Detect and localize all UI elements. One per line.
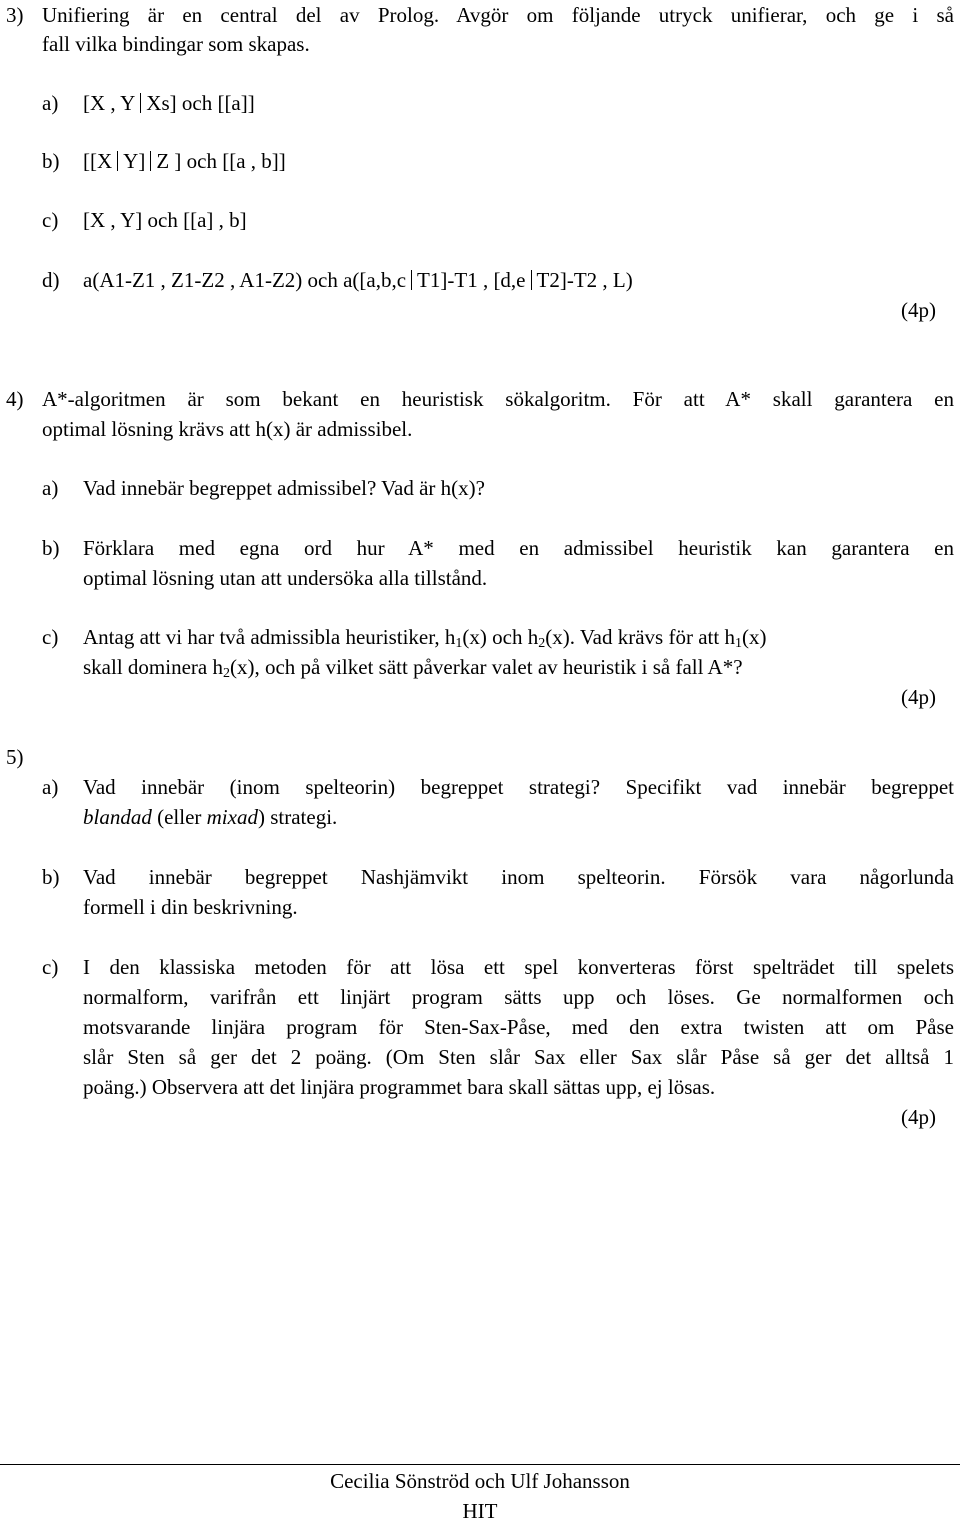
footer-divider bbox=[0, 1464, 960, 1465]
q4-item-b-label: b) bbox=[42, 536, 60, 560]
q3-item-c-label: c) bbox=[42, 208, 59, 232]
q5-item-a-label: a) bbox=[42, 775, 59, 799]
q3-item-c-expression: [X , Y] och [[a] , b] bbox=[83, 208, 247, 232]
question-5-points: (4p) bbox=[901, 1105, 936, 1129]
q3-item-a-expression: [X , Y Xs] och [[a]] bbox=[83, 91, 255, 115]
q3-item-a-label: a) bbox=[42, 91, 59, 115]
list-bar bbox=[531, 270, 532, 290]
q5-item-c-line-5: poäng.) Observera att det linjära programmet bara skall sättas upp, ej lösas. bbox=[83, 1075, 716, 1099]
q3-item-d-expression: a(A1-Z1 , Z1-Z2 , A1-Z2) och a([a,b,c T1]-T1 , [d,e T2]-T2 , L) bbox=[83, 268, 633, 292]
question-4-number: 4) bbox=[6, 387, 24, 411]
list-bar bbox=[411, 270, 412, 290]
q4-item-a-text: Vad innebär begreppet admissibel? Vad är h(x)? bbox=[83, 476, 485, 500]
list-bar bbox=[117, 151, 118, 171]
list-bar bbox=[140, 93, 141, 113]
q5-item-b-label: b) bbox=[42, 865, 60, 889]
question-4-text-line-2: optimal lösning krävs att h(x) är admissibel. bbox=[42, 417, 413, 441]
question-3-number: 3) bbox=[6, 3, 24, 27]
footer-organization: HIT bbox=[462, 1499, 498, 1523]
q4-item-c-line-2: skall dominera $h_2(x)$, och på vilket sätt påverkar valet av heuristik i så fall A*? bbox=[83, 655, 743, 681]
q4-item-b-line-1: Förklara med egna ord hur A* med en admissibel heuristik kan garantera en bbox=[83, 536, 954, 560]
q5-item-c-line-1: I den klassiska metoden för att lösa ett spel konverteras först spelträdet till spelets bbox=[83, 955, 954, 979]
q5-item-c-line-4: slår Sten så ger det 2 poäng. (Om Sten slår Sax eller Sax slår Påse så ger det alltså 1 bbox=[83, 1045, 954, 1069]
q5-item-b-line-1: Vad innebär begreppet Nashjämvikt inom spelteorin. Försök vara någorlunda bbox=[83, 865, 954, 889]
q5-item-c-line-3: motsvarande linjära program för Sten-Sax-Påse, med den extra twisten att om Påse bbox=[83, 1015, 954, 1039]
q5-item-a-line-2: blandad (eller mixad) strategi. bbox=[83, 805, 338, 829]
question-4-text-line-1: A*-algoritmen är som bekant en heuristisk sökalgoritm. För att A* skall garantera en bbox=[42, 387, 954, 411]
q4-item-b-line-2: optimal lösning utan att undersöka alla tillstånd. bbox=[83, 566, 488, 590]
q3-item-b-expression: [[X Y] Z ] och [[a , b]] bbox=[83, 149, 286, 173]
q5-item-c-label: c) bbox=[42, 955, 59, 979]
q5-item-c-line-2: normalform, varifrån ett linjärt program sätts upp och löses. Ge normalformen och bbox=[83, 985, 954, 1009]
question-5-number: 5) bbox=[6, 745, 24, 769]
question-3-points: (4p) bbox=[901, 298, 936, 322]
question-3-text-line-1: Unifiering är en central del av Prolog. Avgör om följande utryck unifierar, och ge i så bbox=[42, 3, 954, 27]
list-bar bbox=[150, 151, 151, 171]
q5-item-a-line-1: Vad innebär (inom spelteorin) begreppet strategi? Specifikt vad innebär begreppet bbox=[83, 775, 954, 799]
q4-item-c-label: c) bbox=[42, 625, 59, 649]
q5-item-b-line-2: formell i din beskrivning. bbox=[83, 895, 298, 919]
question-4-points: (4p) bbox=[901, 685, 936, 709]
q3-item-d-label: d) bbox=[42, 268, 60, 292]
q4-item-a-label: a) bbox=[42, 476, 59, 500]
footer-authors: Cecilia Sönströd och Ulf Johansson bbox=[330, 1469, 630, 1493]
q3-item-b-label: b) bbox=[42, 149, 60, 173]
q4-item-c-line-1: Antag att vi har två admissibla heuristiker, $h_1(x)$ och $h_2(x)$. Vad krävs för att $h_1(x)$ bbox=[83, 625, 767, 651]
question-3-text-line-2: fall vilka bindingar som skapas. bbox=[42, 32, 310, 56]
